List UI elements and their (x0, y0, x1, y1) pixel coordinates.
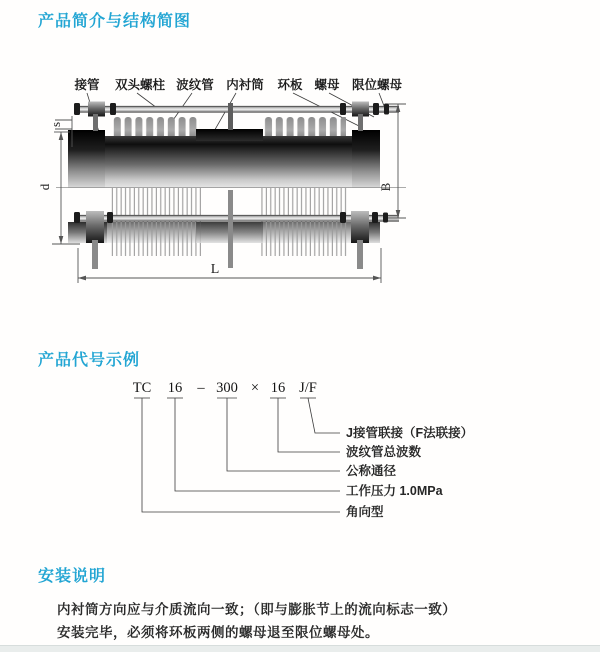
install-instruction-line1: 内衬筒方向应与介质流向一致；（即与膨胀节上的流向标志一致） (57, 602, 457, 617)
dim-label-s: s (48, 121, 63, 128)
nut (372, 212, 378, 223)
part-labels (73, 77, 402, 92)
code-segments (133, 380, 317, 396)
inner-liner-band (196, 129, 263, 141)
code-seg-waves: 16 (270, 380, 286, 396)
ring-plate-left-lower (86, 211, 104, 243)
center-stud-lower (228, 190, 233, 268)
nut (340, 103, 346, 115)
code-seg-conn: J/F (299, 380, 317, 396)
callout-diameter: 公称通径 (346, 464, 397, 478)
label-inner-liner: 内衬筒 (226, 78, 264, 92)
install-section-title: 安装说明 (38, 568, 107, 585)
stud (93, 114, 98, 131)
stud-lower (92, 240, 98, 269)
limit-nut (384, 104, 389, 115)
label-limit-nut: 限位螺母 (351, 78, 403, 92)
code-seg-diameter: 300 (216, 380, 238, 396)
nut (373, 103, 379, 115)
code-callout-texts (346, 425, 473, 519)
code-seg-type: TC (132, 380, 152, 396)
ring-plate-right-lower (351, 211, 369, 243)
dim-label-L: L (210, 262, 220, 277)
dim-label-d: d (37, 183, 52, 191)
code-section-title: 产品代号示例 (38, 352, 141, 369)
nut (340, 212, 346, 223)
nut (107, 212, 113, 223)
label-bellows: 波纹管 (176, 78, 214, 92)
limit-nut (383, 213, 388, 223)
nut (74, 212, 80, 223)
lower-half (68, 188, 399, 269)
bellows-lines-lower-right (260, 188, 348, 256)
callout-conn: J接管联接（F法联接） (346, 426, 474, 440)
code-seg-dash: – (197, 380, 205, 396)
pipe-body (104, 136, 354, 188)
label-connecting-pipe: 接管 (74, 78, 100, 92)
install-instruction-line2: 安装完毕，必须将环板两侧的螺母退至限位螺母处。 (57, 625, 379, 640)
label-ring-plate: 环板 (277, 78, 303, 92)
code-seg-pressure: 16 (167, 380, 183, 396)
callout-type: 角向型 (346, 505, 384, 519)
code-seg-times: × (250, 380, 260, 396)
code-example-diagram (133, 380, 473, 519)
dim-label-B: B (378, 182, 393, 192)
dimension-b (378, 104, 406, 218)
code-callout-lines (134, 398, 340, 512)
callout-waves: 波纹管总波数 (346, 445, 422, 459)
callout-pressure: 工作压力 1.0MPa (346, 484, 443, 498)
body-shell (68, 129, 380, 188)
page-bottom-edge (0, 645, 600, 652)
bellows-lines-lower-left (110, 188, 202, 256)
label-nut: 螺母 (314, 78, 340, 92)
right-end-pipe (352, 130, 380, 188)
structure-diagram (37, 77, 406, 283)
intro-section-title: 产品简介与结构简图 (38, 13, 192, 30)
label-double-stud: 双头螺柱 (114, 78, 166, 92)
stud (358, 114, 363, 131)
center-stud-top (228, 103, 233, 130)
stud-lower (357, 240, 363, 269)
left-end-pipe (68, 130, 105, 188)
nut (74, 103, 80, 115)
nut (110, 103, 116, 115)
